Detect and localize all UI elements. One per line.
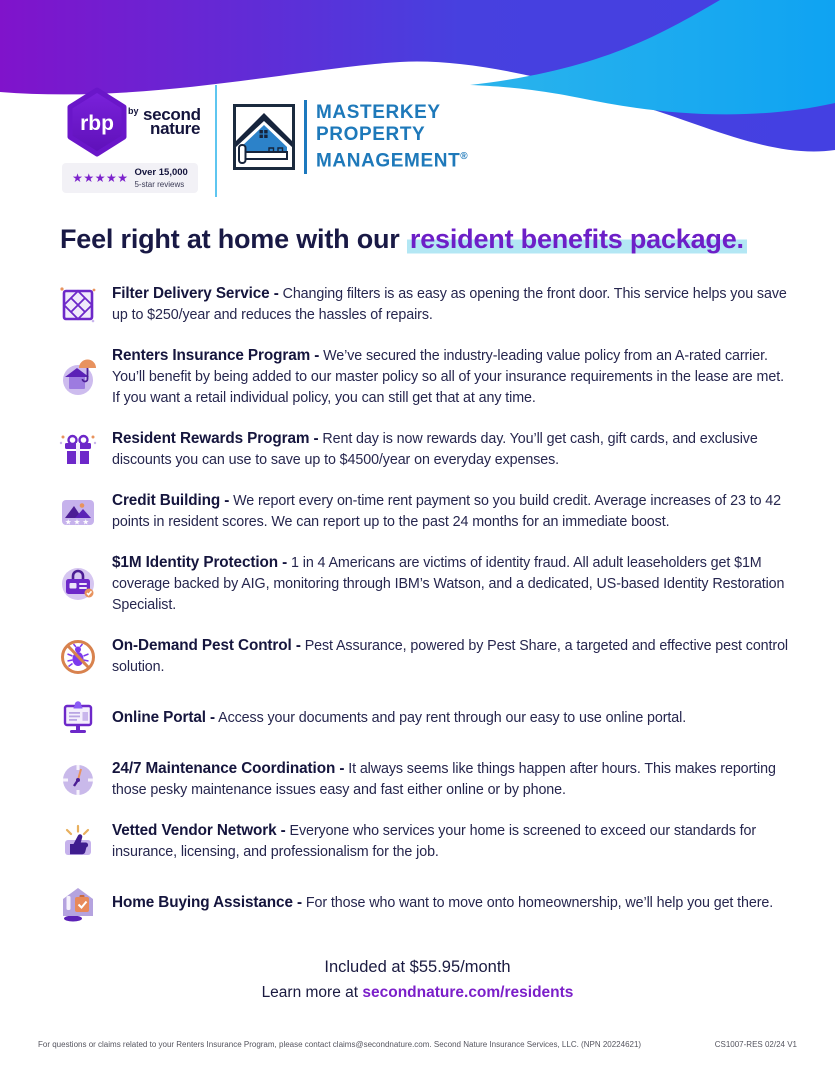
thumbs-up-icon xyxy=(57,821,99,863)
benefit-title: Online Portal - xyxy=(112,709,216,726)
benefit-description: For those who want to move onto homeownership, we’ll help you get there. xyxy=(305,895,774,911)
gift-icon xyxy=(57,429,99,471)
benefit-title: On-Demand Pest Control - xyxy=(112,637,301,654)
benefit-item-credit-building xyxy=(57,490,797,533)
benefit-title: Home Buying Assistance - xyxy=(112,894,302,911)
masterkey-line2: PROPERTY xyxy=(316,123,426,145)
secondnature-residents-link[interactable]: secondnature.com/residents xyxy=(362,984,574,1001)
page-title-highlight: resident benefits package. xyxy=(407,224,747,254)
benefit-item-identity-protection xyxy=(57,552,797,616)
benefit-item-online-portal xyxy=(57,697,797,739)
benefit-description: Access your documents and pay rent through our easy to use online portal. xyxy=(218,710,687,726)
learn-more-prefix: Learn more at xyxy=(261,984,363,1001)
page-title xyxy=(60,224,805,255)
benefit-description: We’ve secured the industry-leading value policy from an A-rated carrier. You’ll benefit by being added to our master policy so all of your insurance requirements in the lease are met. If you want a retail individual policy, you can still get that at any time. xyxy=(112,348,784,406)
benefit-title: Filter Delivery Service - xyxy=(112,285,279,302)
filter-icon xyxy=(57,284,99,326)
benefit-item-renters-insurance xyxy=(57,345,797,409)
page-title-prefix: Feel right at home with our xyxy=(60,224,407,254)
benefit-title: 24/7 Maintenance Coordination - xyxy=(112,760,345,777)
benefit-description: Changing filters is as easy as opening the front door. This service helps you save up to $250/year and reduces the hassles of repairs. xyxy=(112,286,787,323)
benefit-item-maintenance xyxy=(57,758,797,801)
masterkey-line3: MANAGEMENT xyxy=(316,150,461,172)
benefit-description: It always seems like things happen after hours. This makes reporting those pesky maintenance issues easy and fast either online or by phone. xyxy=(112,761,776,798)
benefit-title: Credit Building - xyxy=(112,492,230,509)
benefits-list xyxy=(57,283,797,943)
online-portal-icon xyxy=(57,697,99,739)
maintenance-clock-icon xyxy=(57,759,99,801)
home-buying-icon xyxy=(57,882,99,924)
masterkey-divider-bar xyxy=(304,100,307,174)
reviews-badge xyxy=(62,163,198,193)
byline-second: second xyxy=(142,105,201,124)
legal-footnote xyxy=(38,1040,797,1049)
rbp-badge-label: rbp xyxy=(80,112,114,135)
benefit-title: Vetted Vendor Network - xyxy=(112,822,286,839)
benefit-title: Resident Rewards Program - xyxy=(112,430,319,447)
price-line: Included at $55.95/month xyxy=(324,958,511,976)
reviews-count: Over 15,000 xyxy=(134,167,188,178)
benefit-item-resident-rewards xyxy=(57,428,797,471)
byline-nature: nature xyxy=(150,119,201,138)
benefit-item-filter-delivery xyxy=(57,283,797,326)
five-stars-icon: ★★★★★ xyxy=(72,171,129,185)
header-divider xyxy=(215,85,217,197)
benefit-title: $1M Identity Protection - xyxy=(112,554,288,571)
footer xyxy=(0,958,835,1002)
credit-building-icon xyxy=(57,491,99,533)
credit-stars: ★★★ xyxy=(64,517,92,526)
pest-control-icon xyxy=(57,636,99,678)
benefit-item-vendor-network xyxy=(57,820,797,863)
identity-protection-icon xyxy=(57,563,99,605)
footnote-left: For questions or claims related to your Renters Insurance Program, please contact claims@secondnature.com. Second Nature Insurance Services, LLC. (NPN 20224621) xyxy=(38,1040,642,1049)
masterkey-line1: MASTERKEY xyxy=(316,101,441,123)
masterkey-house-icon xyxy=(233,103,295,171)
reviews-label: 5-star reviews xyxy=(134,180,185,189)
second-nature-wordmark xyxy=(128,104,204,136)
benefit-item-pest-control xyxy=(57,635,797,678)
benefit-title: Renters Insurance Program - xyxy=(112,347,320,364)
benefit-description: We report every on-time rent payment so you build credit. Average increases of 23 to 42 points in resident scores. We can report up to the past 24 months for an immediate boost. xyxy=(112,493,781,530)
benefit-item-home-buying xyxy=(57,882,797,924)
byline-by: by xyxy=(128,106,139,116)
benefit-description: Everyone who services your home is screened to exceed our standards for insurance, licensing, and professionalism for the job. xyxy=(112,823,757,860)
benefit-description: Rent day is now rewards day. You’ll get cash, gift cards, and exclusive discounts you can use to save up to $4500/year on everyday expenses. xyxy=(112,431,758,468)
benefit-description: 1 in 4 Americans are victims of identity fraud. All adult leaseholders get $1M coverage backed by AIG, monitoring through IBM’s Watson, and a dedicated, US-based Identity Restoration Specialist. xyxy=(112,555,785,613)
rbp-logo-icon xyxy=(62,86,132,158)
masterkey-wordmark xyxy=(316,102,468,172)
masterkey-logo-block xyxy=(233,100,468,174)
renters-insurance-icon xyxy=(57,356,99,398)
registered-mark: ® xyxy=(460,150,469,162)
benefit-description: Pest Assurance, powered by Pest Share, a targeted and effective pest control solution. xyxy=(112,638,788,675)
footnote-right-code: CS1007-RES 02/24 V1 xyxy=(714,1040,797,1049)
